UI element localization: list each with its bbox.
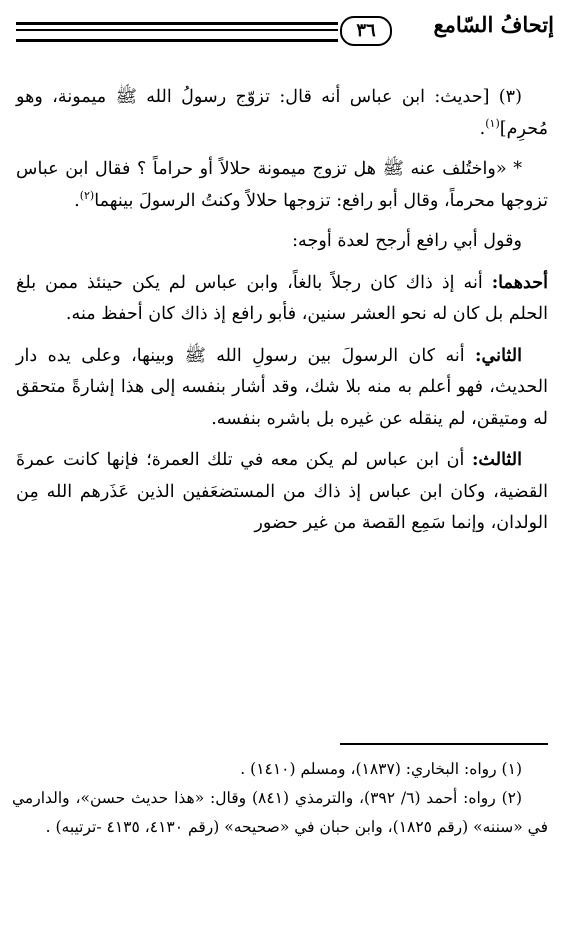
reason-second-label: الثاني: bbox=[475, 344, 522, 366]
reason-first-text: أنه إذ ذاك كان رجلاً بالغاً، وابن عباس لم يكن حينئذ ممن بلغ الحلم بل كان له نحو العشر سنين، فأبو رافع إذ ذاك كان أحفظ منه. bbox=[16, 272, 548, 324]
question-end: . bbox=[74, 190, 80, 211]
reason-second bbox=[16, 340, 548, 436]
reason-third bbox=[16, 444, 548, 540]
main-text bbox=[16, 82, 548, 540]
hadith-text: (٣) [حديث: ابن عباس أنه قال: تزوّج رسولُ الله ﷺ ميمونة، وهو مُحرِم] bbox=[16, 87, 548, 139]
footnote-1: (١) رواه: البخاري: (١٨٣٧)، ومسلم (١٤١٠) . bbox=[240, 760, 522, 778]
running-title: إتحافُ السّامع bbox=[433, 12, 554, 37]
footnote-2: (٢) رواه: أحمد (٦/ ٣٩٢)، والترمذي (٨٤١) وقال: «هذا حديث حسن»، والدارمي في «سننه» (رقم ١٨٢٥)، وابن حبان في «صحيحه» (رقم ٤١٣٠، ٤١٣٥ -ترتيبه) . bbox=[12, 789, 548, 836]
footnote-divider bbox=[340, 743, 548, 745]
reason-third-label: الثالث: bbox=[471, 449, 522, 470]
footnote-ref-2: (٢) bbox=[79, 188, 95, 202]
page-header bbox=[10, 10, 554, 46]
header-rule bbox=[16, 22, 338, 42]
hadith-end: . bbox=[479, 118, 486, 139]
question-paragraph bbox=[16, 154, 548, 217]
reason-third-text: أن ابن عباس لم يكن معه في تلك العمرة؛ فإنها كانت عمرةَ القضية، وكان ابن عباس إذ ذاك من المستضعَفين الذين عَذَرهم الله مِن الولدان، وإنما سَمِع القصة من غير حضور bbox=[16, 450, 548, 533]
reason-first bbox=[16, 267, 548, 331]
page-number-badge: ٣٦ bbox=[340, 16, 392, 46]
hadith-paragraph bbox=[16, 82, 548, 145]
footnotes bbox=[12, 755, 548, 842]
reason-second-text: أنه كان الرسولَ بين رسولِ الله ﷺ وبينها، وعلى يده دار الحديث، فهو أعلم به منه بلا شك، وقد أشار بنفسه إلى هذا إشارةً متحقق له ومتيقن، لم ينقله عن غيره بل باشره بنفسه. bbox=[16, 345, 548, 429]
footnote-ref-1: (١) bbox=[485, 116, 500, 130]
reason-first-label: أحدهما: bbox=[491, 271, 548, 293]
preference-paragraph: وقول أبي رافع أرجح لعدة أوجه: bbox=[292, 231, 522, 251]
question-text: * «واختُلف عنه ﷺ هل تزوج ميمونة حلالاً أو حراماً ؟ فقال ابن عباس تزوجها محرماً، وقال أبو رافع: تزوجها حلالاً وكنتُ الرسولَ بينهما bbox=[16, 159, 548, 211]
